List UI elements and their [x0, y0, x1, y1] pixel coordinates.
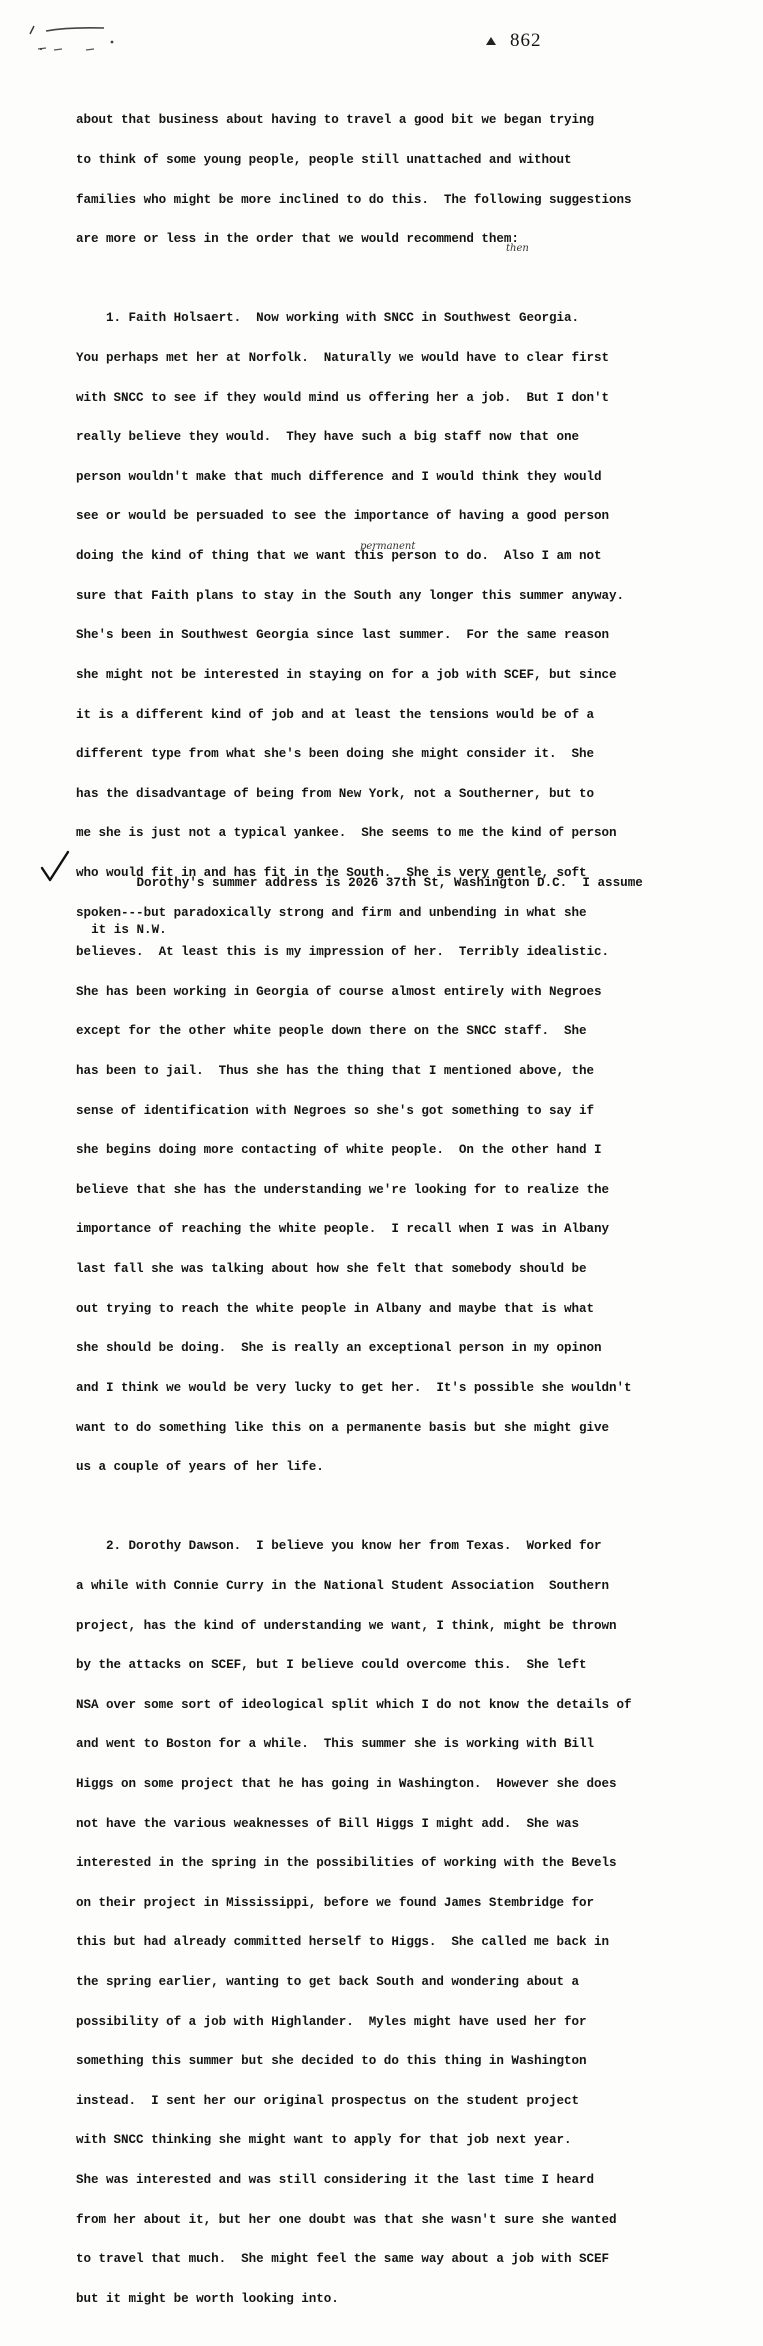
text-line: Higgs on some project that he has going in Washington. However she does — [76, 1776, 617, 1791]
text-line: different type from what she's been doing she might consider it. She — [76, 747, 595, 762]
text-line: it is N.W. — [76, 922, 167, 937]
text-line: to travel that much. She might feel the same way about a job with SCEF — [76, 2252, 610, 2267]
scan-corner-marks — [28, 22, 118, 56]
page-number: 862 — [510, 30, 542, 51]
text-line: not have the various weaknesses of Bill Higgs I might add. She was — [76, 1816, 580, 1831]
text-line: who would fit in and has fit in the South. She is very gentle, soft — [76, 865, 587, 880]
text-line: it is a different kind of job and at least the tensions would be of a — [76, 707, 595, 722]
text-line: with SNCC thinking she might want to apply for that job next year. — [76, 2133, 572, 2148]
text-line: believes. At least this is my impression of her. Terribly idealistic. — [76, 945, 610, 960]
text-line: out trying to reach the white people in Albany and maybe that is what — [76, 1301, 595, 1316]
text-line: she might not be interested in staying on for a job with SCEF, but since — [76, 667, 617, 682]
text-line: and I think we would be very lucky to get her. It's possible she wouldn't — [76, 1380, 632, 1395]
text-line: families who might be more inclined to do this. The following suggestions — [76, 192, 632, 207]
text-line: interested in the spring in the possibilities of working with the Bevels — [76, 1856, 617, 1871]
text-line: 2. Dorothy Dawson. I believe you know her from Texas. Worked for — [76, 1539, 602, 1554]
text-line: person wouldn't make that much difference and I would think they would — [76, 469, 602, 484]
text-line: project, has the kind of understanding we want, I think, might be thrown — [76, 1618, 617, 1633]
text-line: me she is just not a typical yankee. She seems to me the kind of person — [76, 826, 617, 841]
intro-paragraph — [76, 88, 696, 273]
text-line: want to do something like this on a permanente basis but she might give — [76, 1420, 610, 1435]
letter-body — [76, 88, 696, 2346]
text-line: from her about it, but her one doubt was that she wasn't sure she wanted — [76, 2212, 617, 2227]
closing-note — [76, 845, 696, 969]
text-line: with SNCC to see if they would mind us offering her a job. But I don't — [76, 390, 610, 405]
text-line: has been to jail. Thus she has the thing that I mentioned above, the — [76, 1064, 595, 1079]
text-line: something this summer but she decided to do this thing in Washington — [76, 2054, 587, 2069]
text-line: about that business about having to travel a good bit we began trying — [76, 113, 595, 128]
text-line: and went to Boston for a while. This summer she is working with Bill — [76, 1737, 595, 1752]
text-line: instead. I sent her our original prospectus on the student project — [76, 2093, 580, 2108]
text-line: this but had already committed herself to Higgs. She called me back in — [76, 1935, 610, 1950]
text-line: see or would be persuaded to see the importance of having a good person — [76, 509, 610, 524]
text-line: She was interested and was still considering it the last time I heard — [76, 2173, 595, 2188]
text-line: She's been in Southwest Georgia since last summer. For the same reason — [76, 628, 610, 643]
text-line: by the attacks on SCEF, but I believe could overcome this. She left — [76, 1658, 587, 1673]
item-2-dorothy-dawson — [76, 1514, 696, 2333]
handwritten-annotation-then: then — [506, 243, 529, 254]
text-line: importance of reaching the white people. I recall when I was in Albany — [76, 1222, 610, 1237]
up-arrow-icon — [486, 37, 496, 45]
text-line: to think of some young people, people still unattached and without — [76, 153, 572, 168]
text-line: NSA over some sort of ideological split which I do not know the details of — [76, 1697, 632, 1712]
text-line: the spring earlier, wanting to get back South and wondering about a — [76, 1975, 580, 1990]
text-line: she should be doing. She is really an exceptional person in my opinon — [76, 1341, 602, 1356]
text-line: believe that she has the understanding we're looking for to realize the — [76, 1182, 610, 1197]
text-line: us a couple of years of her life. — [76, 1460, 324, 1475]
text-line: are more or less in the order that we would recommend them: — [76, 232, 519, 247]
text-line: last fall she was talking about how she felt that somebody should be — [76, 1262, 587, 1277]
text-line: sure that Faith plans to stay in the South any longer this summer anyway. — [76, 588, 625, 603]
text-line: doing the kind of thing that we want this person to do. Also I am not — [76, 549, 602, 564]
text-line: Dorothy's summer address is 2026 37th St, Washington D.C. I assume — [76, 876, 643, 890]
text-line: has the disadvantage of being from New York, not a Southerner, but to — [76, 786, 595, 801]
handwritten-annotation-permanent: permanent — [360, 541, 416, 552]
text-line: really believe they would. They have such a big staff now that one — [76, 430, 580, 445]
text-line: a while with Connie Curry in the National Student Association Southern — [76, 1578, 610, 1593]
text-line: possibility of a job with Highlander. Myles might have used her for — [76, 2014, 587, 2029]
page-number-area — [486, 30, 542, 52]
text-line: She has been working in Georgia of course almost entirely with Negroes — [76, 984, 602, 999]
text-line: 1. Faith Holsaert. Now working with SNCC in Southwest Georgia. — [76, 311, 580, 326]
text-line: but it might be worth looking into. — [76, 2291, 339, 2306]
text-line: on their project in Mississippi, before we found James Stembridge for — [76, 1895, 595, 1910]
text-line: You perhaps met her at Norfolk. Naturally we would have to clear first — [76, 351, 610, 366]
text-line: spoken---but paradoxically strong and firm and unbending in what she — [76, 905, 587, 920]
text-line: she begins doing more contacting of white people. On the other hand I — [76, 1143, 602, 1158]
handwritten-check-icon — [38, 848, 74, 884]
text-line: except for the other white people down there on the SNCC staff. She — [76, 1024, 587, 1039]
text-line: sense of identification with Negroes so she's got something to say if — [76, 1103, 595, 1118]
